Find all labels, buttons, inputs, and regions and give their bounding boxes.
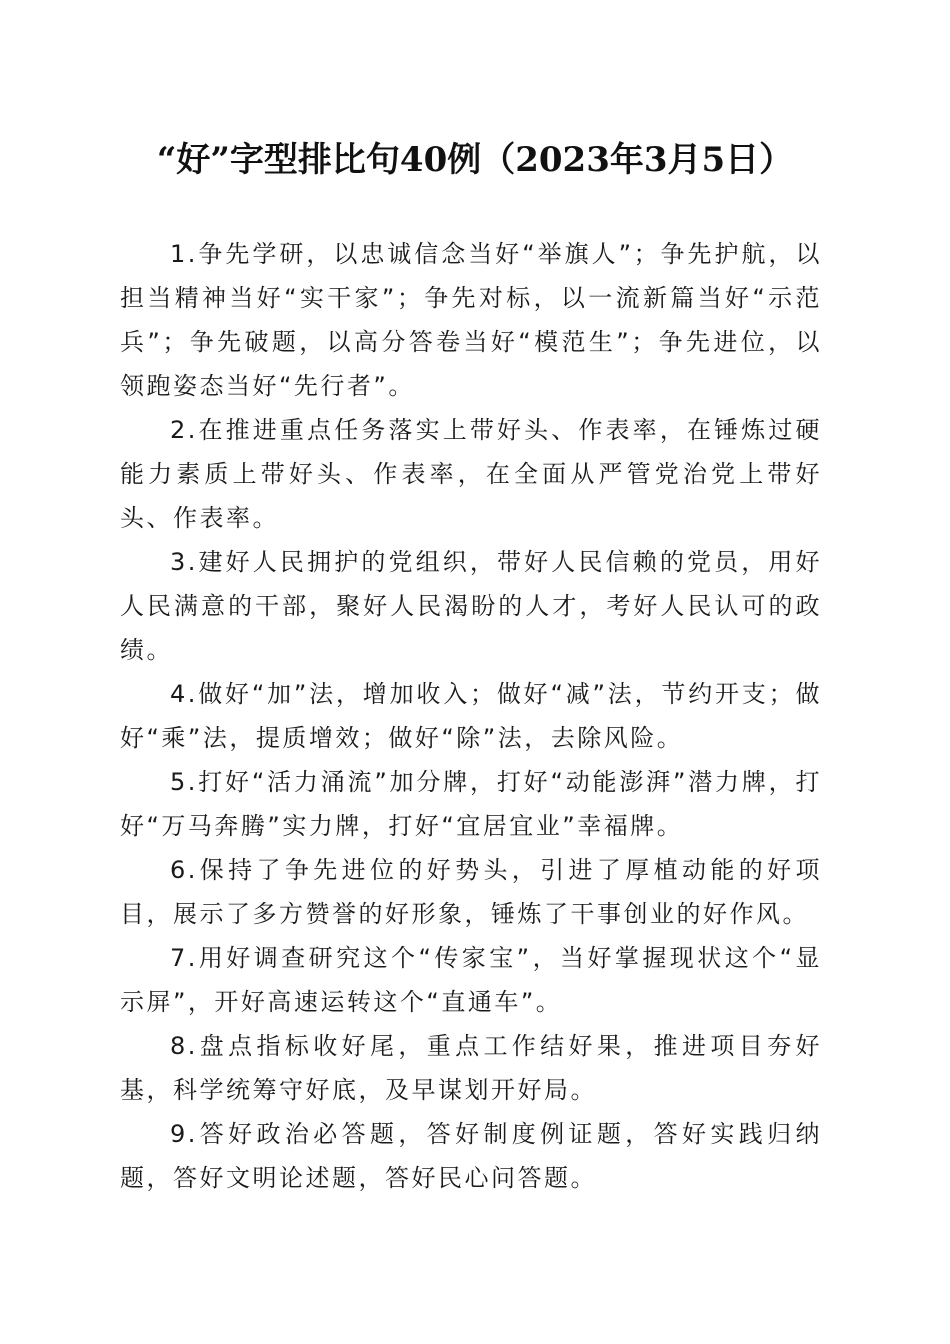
document-body — [120, 232, 822, 1200]
paragraph-1: 1.争先学研，以忠诚信念当好“举旗人”；争先护航，以担当精神当好“实干家”；争先对标，以一流新篇当好“示范兵”；争先破题，以高分答卷当好“模范生”；争先进位，以领跑姿态当好“先行者”。 — [120, 240, 822, 400]
paragraph-5: 5.打好“活力涌流”加分牌，打好“动能澎湃”潜力牌，打好“万马奔腾”实力牌，打好“宜居宜业”幸福牌。 — [120, 768, 822, 840]
paragraph-3: 3.建好人民拥护的党组织，带好人民信赖的党员，用好人民满意的干部，聚好人民渴盼的人才，考好人民认可的政绩。 — [120, 548, 822, 664]
document-title: “好”字型排比句40例（2023年3月5日） — [156, 140, 794, 180]
paragraph-6: 6.保持了争先进位的好势头，引进了厚植动能的好项目，展示了多方赞誉的好形象，锤炼了干事创业的好作风。 — [120, 856, 822, 928]
paragraph-7: 7.用好调查研究这个“传家宝”，当好掌握现状这个“显示屏”，开好高速运转这个“直通车”。 — [120, 944, 822, 1016]
paragraph-8: 8.盘点指标收好尾，重点工作结好果，推进项目夯好基，科学统筹守好底，及早谋划开好局。 — [120, 1032, 822, 1104]
paragraph-9: 9.答好政治必答题，答好制度例证题，答好实践归纳题，答好文明论述题，答好民心问答题。 — [120, 1120, 822, 1192]
paragraph-4: 4.做好“加”法，增加收入；做好“减”法，节约开支；做好“乘”法，提质增效；做好“除”法，去除风险。 — [120, 680, 822, 752]
paragraph-2: 2.在推进重点任务落实上带好头、作表率，在锤炼过硬能力素质上带好头、作表率，在全面从严管党治党上带好头、作表率。 — [120, 416, 822, 532]
